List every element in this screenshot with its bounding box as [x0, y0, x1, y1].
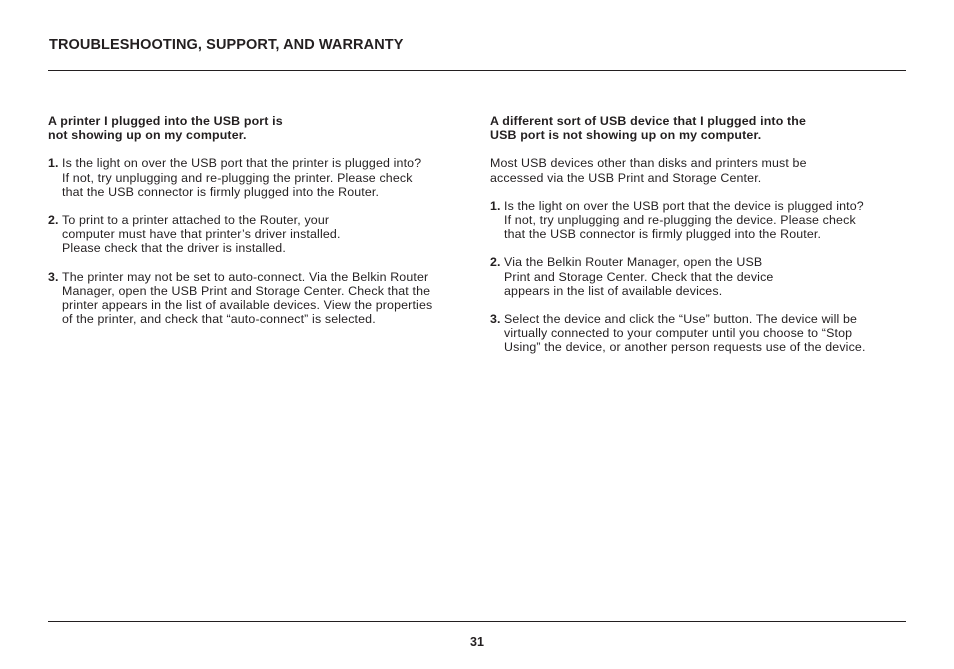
list-text-line: appears in the list of available devices. — [504, 283, 723, 298]
list-text-line: If not, try unplugging and re-plugging the device. Please check — [504, 213, 856, 228]
paragraph-line: Most USB devices other than disks and printers must be — [490, 156, 807, 171]
list-text-line: printer appears in the list of available devices. View the properties — [62, 298, 433, 313]
left-question-heading — [48, 114, 460, 142]
list-number: 1. — [490, 198, 501, 213]
paragraph-line: accessed via the USB Print and Storage Center. — [490, 170, 762, 185]
page-number: 31 — [470, 635, 484, 649]
list-item — [48, 270, 460, 327]
list-number: 2. — [48, 213, 59, 228]
list-text-line: Manager, open the USB Print and Storage Center. Check that the — [62, 283, 431, 298]
list-text-line: computer must have that printer’s driver installed. — [62, 227, 341, 242]
list-text-line: Select the device and click the “Use” button. The device will be — [504, 312, 858, 327]
list-text-line: virtually connected to your computer until you choose to “Stop — [504, 326, 853, 341]
footer-rule — [48, 621, 906, 622]
list-number: 3. — [48, 269, 59, 284]
list-text-line: The printer may not be set to auto-connect. Via the Belkin Router — [62, 269, 429, 284]
heading-line: A different sort of USB device that I plugged into the — [490, 114, 807, 128]
left-steps-list — [48, 156, 460, 326]
list-text-line: of the printer, and check that “auto-connect” is selected. — [62, 312, 376, 327]
section-title: TROUBLESHOOTING, SUPPORT, AND WARRANTY — [49, 37, 404, 53]
heading-line: A printer I plugged into the USB port is — [48, 114, 283, 128]
list-text-line: Is the light on over the USB port that the device is plugged into? — [504, 198, 864, 213]
list-text-line: To print to a printer attached to the Router, your — [62, 213, 330, 228]
list-item — [48, 213, 460, 256]
list-text-line: Please check that the driver is installed. — [62, 241, 286, 256]
list-number: 1. — [48, 156, 59, 171]
list-text-line: Via the Belkin Router Manager, open the USB — [504, 255, 763, 270]
list-text-line: that the USB connector is firmly plugged into the Router. — [504, 227, 822, 242]
right-column — [490, 114, 895, 369]
heading-line: USB port is not showing up on my computer. — [490, 128, 762, 143]
right-intro-paragraph — [490, 156, 895, 184]
list-item — [48, 156, 460, 199]
right-question-heading — [490, 114, 895, 142]
list-text-line: that the USB connector is firmly plugged into the Router. — [62, 184, 380, 199]
list-item — [490, 312, 895, 355]
list-text-line: Print and Storage Center. Check that the device — [504, 269, 774, 284]
right-steps-list — [490, 199, 895, 355]
list-item — [490, 255, 895, 298]
left-column — [48, 114, 460, 340]
list-text-line: Using” the device, or another person requests use of the device. — [504, 340, 866, 355]
header-rule — [48, 70, 906, 71]
list-text-line: If not, try unplugging and re-plugging the printer. Please check — [62, 170, 413, 185]
heading-line: not showing up on my computer. — [48, 128, 247, 143]
list-number: 2. — [490, 255, 501, 270]
list-number: 3. — [490, 312, 501, 327]
list-item — [490, 199, 895, 242]
list-text-line: Is the light on over the USB port that the printer is plugged into? — [62, 156, 422, 171]
